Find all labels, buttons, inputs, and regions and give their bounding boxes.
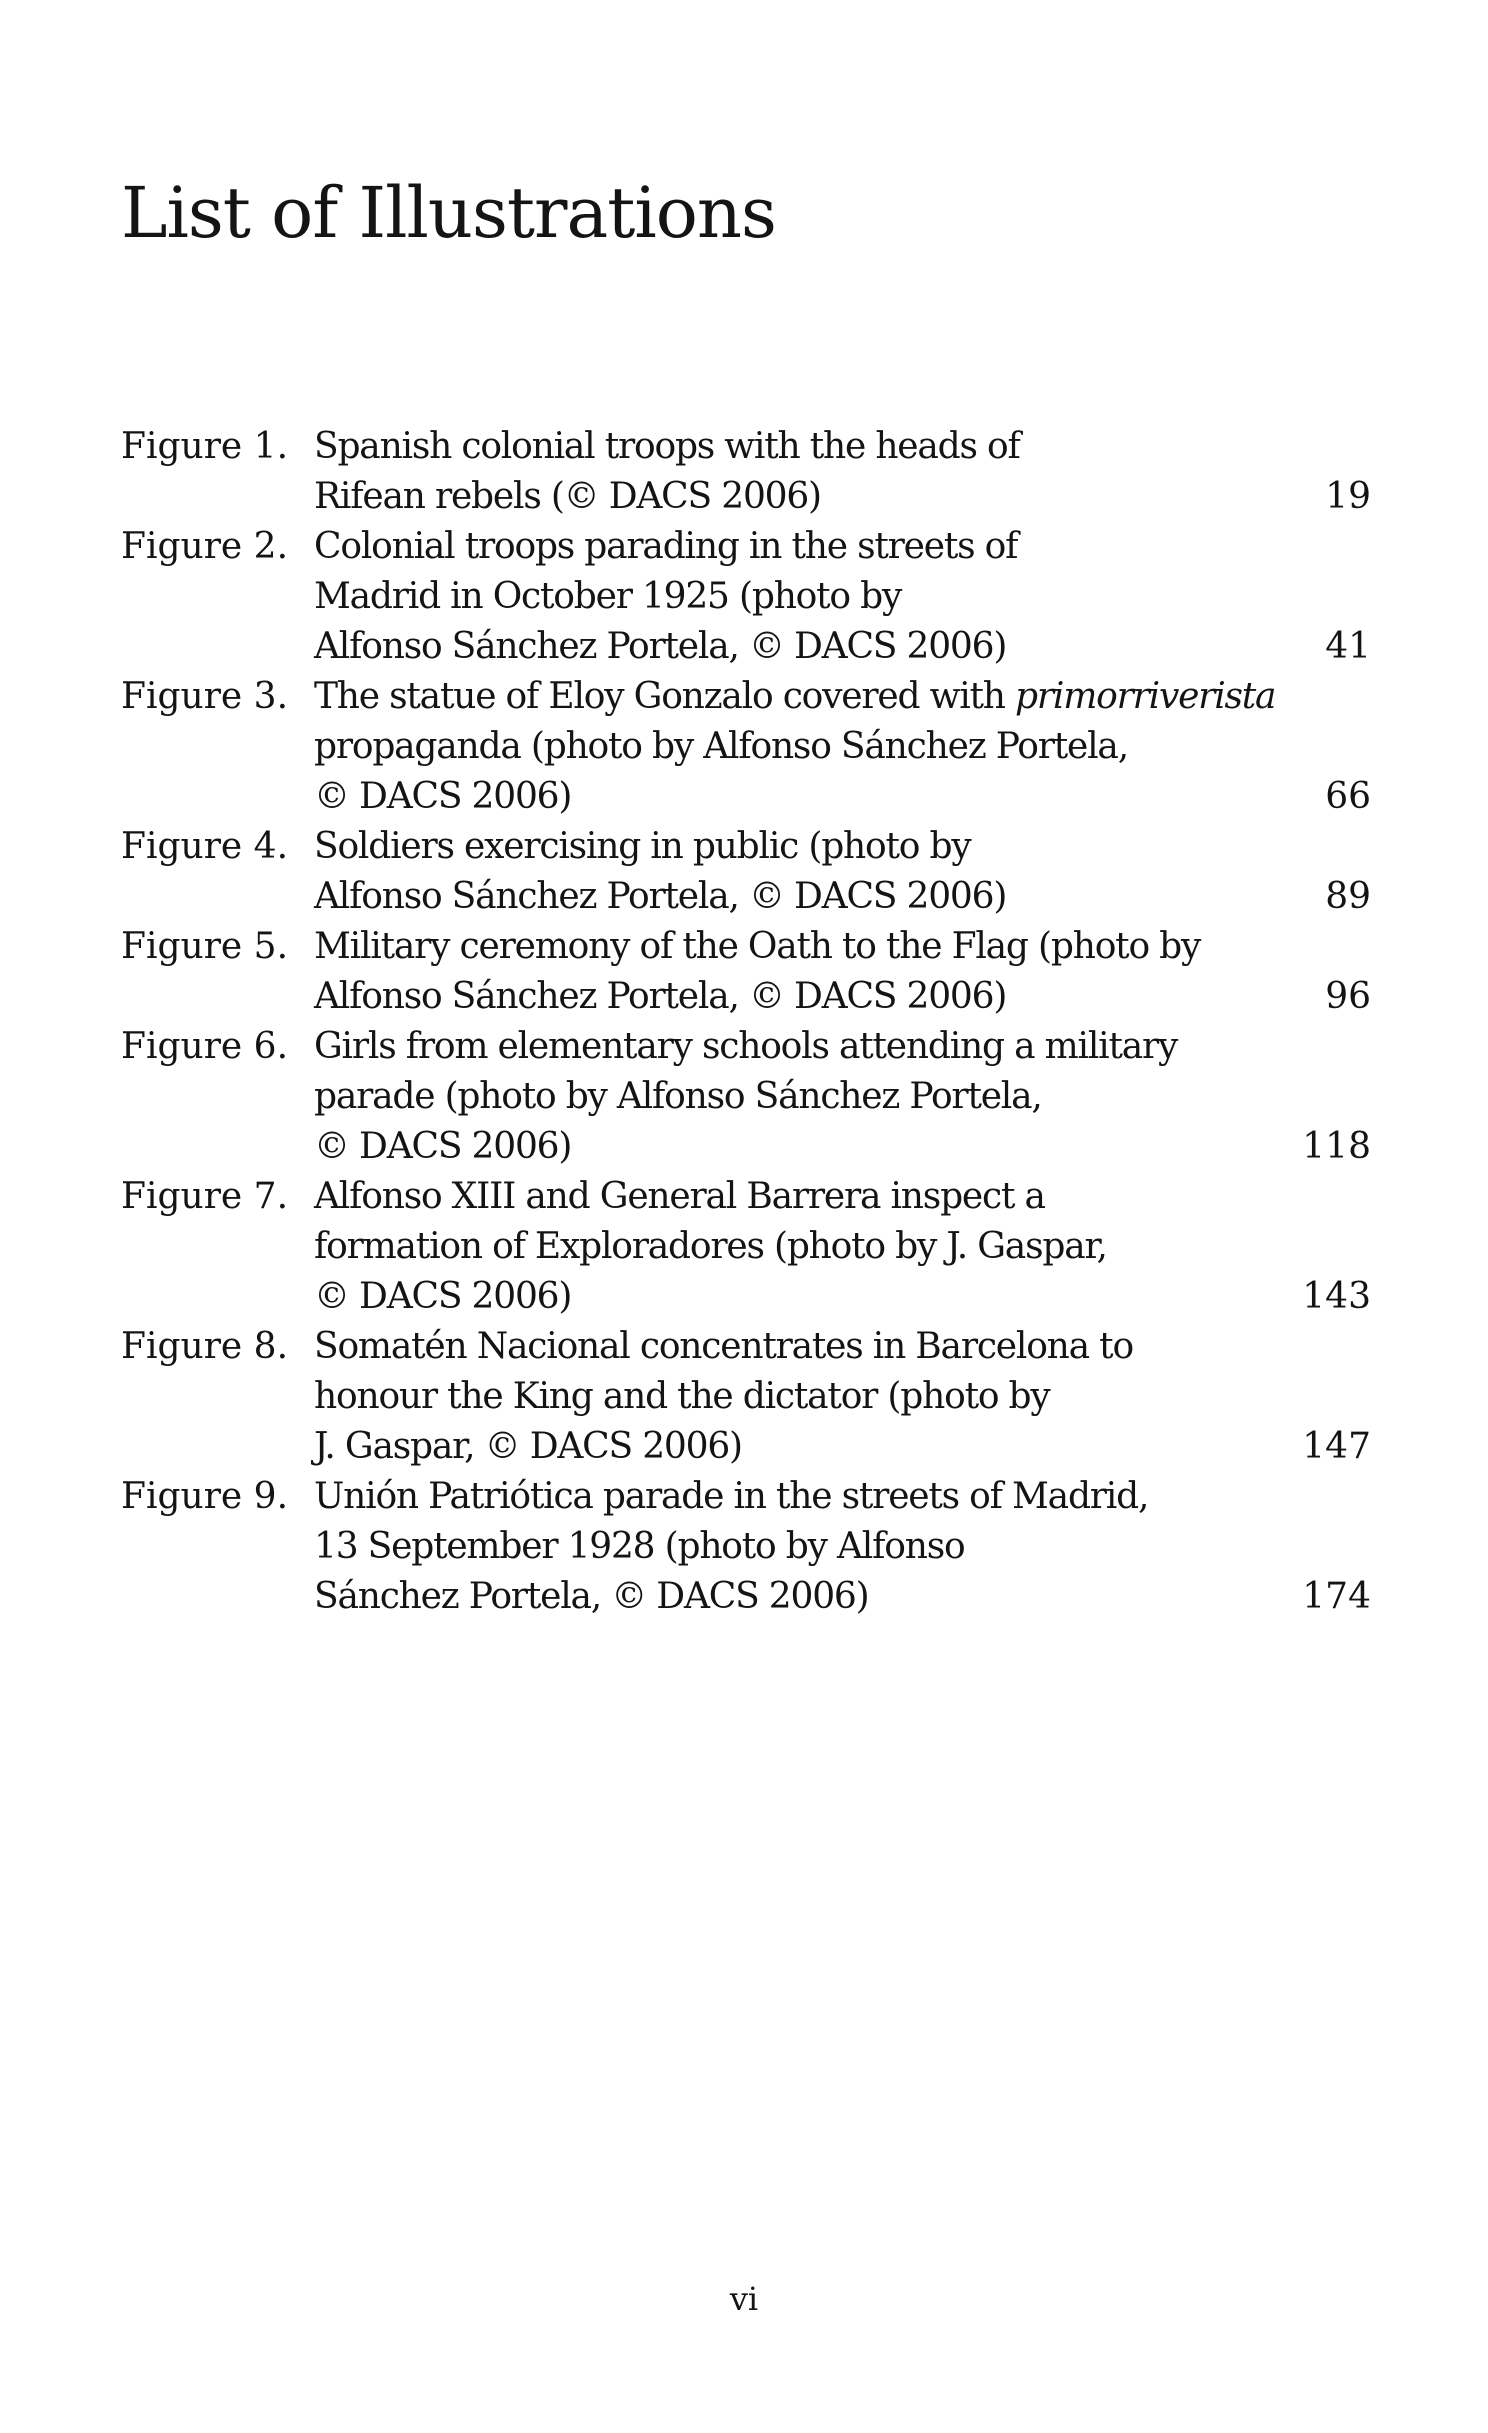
figure-caption (314, 522, 1254, 672)
caption-text: Colonial troops parading in the streets of (314, 526, 1018, 567)
caption-line (314, 672, 1276, 722)
figure-caption (314, 1022, 1254, 1172)
figure-caption (314, 822, 1254, 922)
figure-entry (121, 1472, 1371, 1622)
caption-text: © DACS 2006) (314, 776, 572, 817)
figure-page-number: 147 (1302, 1426, 1371, 1467)
figure-label: Figure 2. (121, 526, 289, 567)
caption-text: Alfonso Sánchez Portela, © DACS 2006) (314, 626, 1007, 667)
caption-text: formation of Exploradores (photo by J. Gaspar, (314, 1226, 1107, 1267)
caption-line (314, 1022, 1254, 1072)
figure-label: Figure 9. (121, 1476, 289, 1517)
figure-caption (314, 1472, 1254, 1622)
caption-line (314, 822, 1254, 872)
figure-label: Figure 6. (121, 1026, 289, 1067)
caption-text: 13 September 1928 (photo by Alfonso (314, 1526, 965, 1567)
caption-text: Spanish colonial troops with the heads of (314, 426, 1020, 467)
caption-text: Rifean rebels (© DACS 2006) (314, 476, 821, 517)
caption-line (314, 1072, 1254, 1122)
figure-page-number: 118 (1302, 1126, 1371, 1167)
page-title: List of Illustrations (121, 172, 776, 254)
caption-line (314, 1322, 1254, 1372)
figure-label: Figure 3. (121, 676, 289, 717)
figure-entry (121, 1172, 1371, 1322)
figure-label: Figure 8. (121, 1326, 289, 1367)
page-number: vi (729, 2280, 759, 2318)
caption-line (314, 722, 1254, 772)
caption-text: Soldiers exercising in public (photo by (314, 826, 971, 867)
caption-line (314, 1572, 1254, 1622)
figure-page-number: 89 (1325, 876, 1371, 917)
illustrations-list (121, 422, 1371, 1622)
figure-caption (314, 1322, 1254, 1472)
figure-entry (121, 1322, 1371, 1472)
caption-line (314, 522, 1254, 572)
caption-text: The statue of Eloy Gonzalo covered with (314, 676, 1016, 717)
caption-line (314, 1122, 1254, 1172)
figure-caption (314, 922, 1254, 1022)
figure-entry (121, 822, 1371, 922)
caption-line (314, 1522, 1254, 1572)
figure-caption (314, 422, 1254, 522)
figure-label: Figure 5. (121, 926, 289, 967)
caption-line (314, 1422, 1254, 1472)
figure-caption (314, 672, 1276, 822)
caption-line (314, 1472, 1254, 1522)
caption-line (314, 1222, 1254, 1272)
caption-text: J. Gaspar, © DACS 2006) (314, 1426, 742, 1467)
caption-italic-text: primorriverista (1015, 676, 1276, 717)
figure-caption (314, 1172, 1254, 1322)
caption-text: propaganda (photo by Alfonso Sánchez Portela, (314, 726, 1128, 767)
caption-text: © DACS 2006) (314, 1126, 572, 1167)
caption-text: Madrid in October 1925 (photo by (314, 576, 902, 617)
figure-label: Figure 7. (121, 1176, 289, 1217)
caption-text: Sánchez Portela, © DACS 2006) (314, 1576, 869, 1617)
caption-line (314, 972, 1254, 1022)
figure-entry (121, 672, 1371, 822)
figure-page-number: 143 (1302, 1276, 1371, 1317)
caption-line (314, 572, 1254, 622)
caption-line (314, 622, 1254, 672)
caption-line (314, 472, 1254, 522)
caption-text: Alfonso XIII and General Barrera inspect a (314, 1176, 1045, 1217)
figure-entry (121, 922, 1371, 1022)
caption-text: © DACS 2006) (314, 1276, 572, 1317)
caption-line (314, 422, 1254, 472)
caption-text: Alfonso Sánchez Portela, © DACS 2006) (314, 876, 1007, 917)
figure-entry (121, 1022, 1371, 1172)
figure-entry (121, 522, 1371, 672)
caption-line (314, 1272, 1254, 1322)
figure-page-number: 174 (1302, 1576, 1371, 1617)
figure-entry (121, 422, 1371, 522)
caption-text: honour the King and the dictator (photo by (314, 1376, 1050, 1417)
caption-text: Girls from elementary schools attending a military (314, 1026, 1178, 1067)
figure-page-number: 19 (1325, 476, 1371, 517)
caption-text: Alfonso Sánchez Portela, © DACS 2006) (314, 976, 1007, 1017)
figure-label: Figure 1. (121, 426, 289, 467)
caption-line (314, 872, 1254, 922)
caption-text: Unión Patriótica parade in the streets of Madrid, (314, 1476, 1149, 1517)
caption-text: Military ceremony of the Oath to the Flag (photo by (314, 926, 1201, 967)
figure-page-number: 66 (1325, 776, 1371, 817)
figure-page-number: 41 (1325, 626, 1371, 667)
caption-line (314, 922, 1254, 972)
caption-line (314, 1372, 1254, 1422)
figure-page-number: 96 (1325, 976, 1371, 1017)
caption-text: parade (photo by Alfonso Sánchez Portela, (314, 1076, 1042, 1117)
caption-line (314, 1172, 1254, 1222)
caption-text: Somatén Nacional concentrates in Barcelona to (314, 1326, 1133, 1367)
figure-label: Figure 4. (121, 826, 289, 867)
caption-line (314, 772, 1254, 822)
